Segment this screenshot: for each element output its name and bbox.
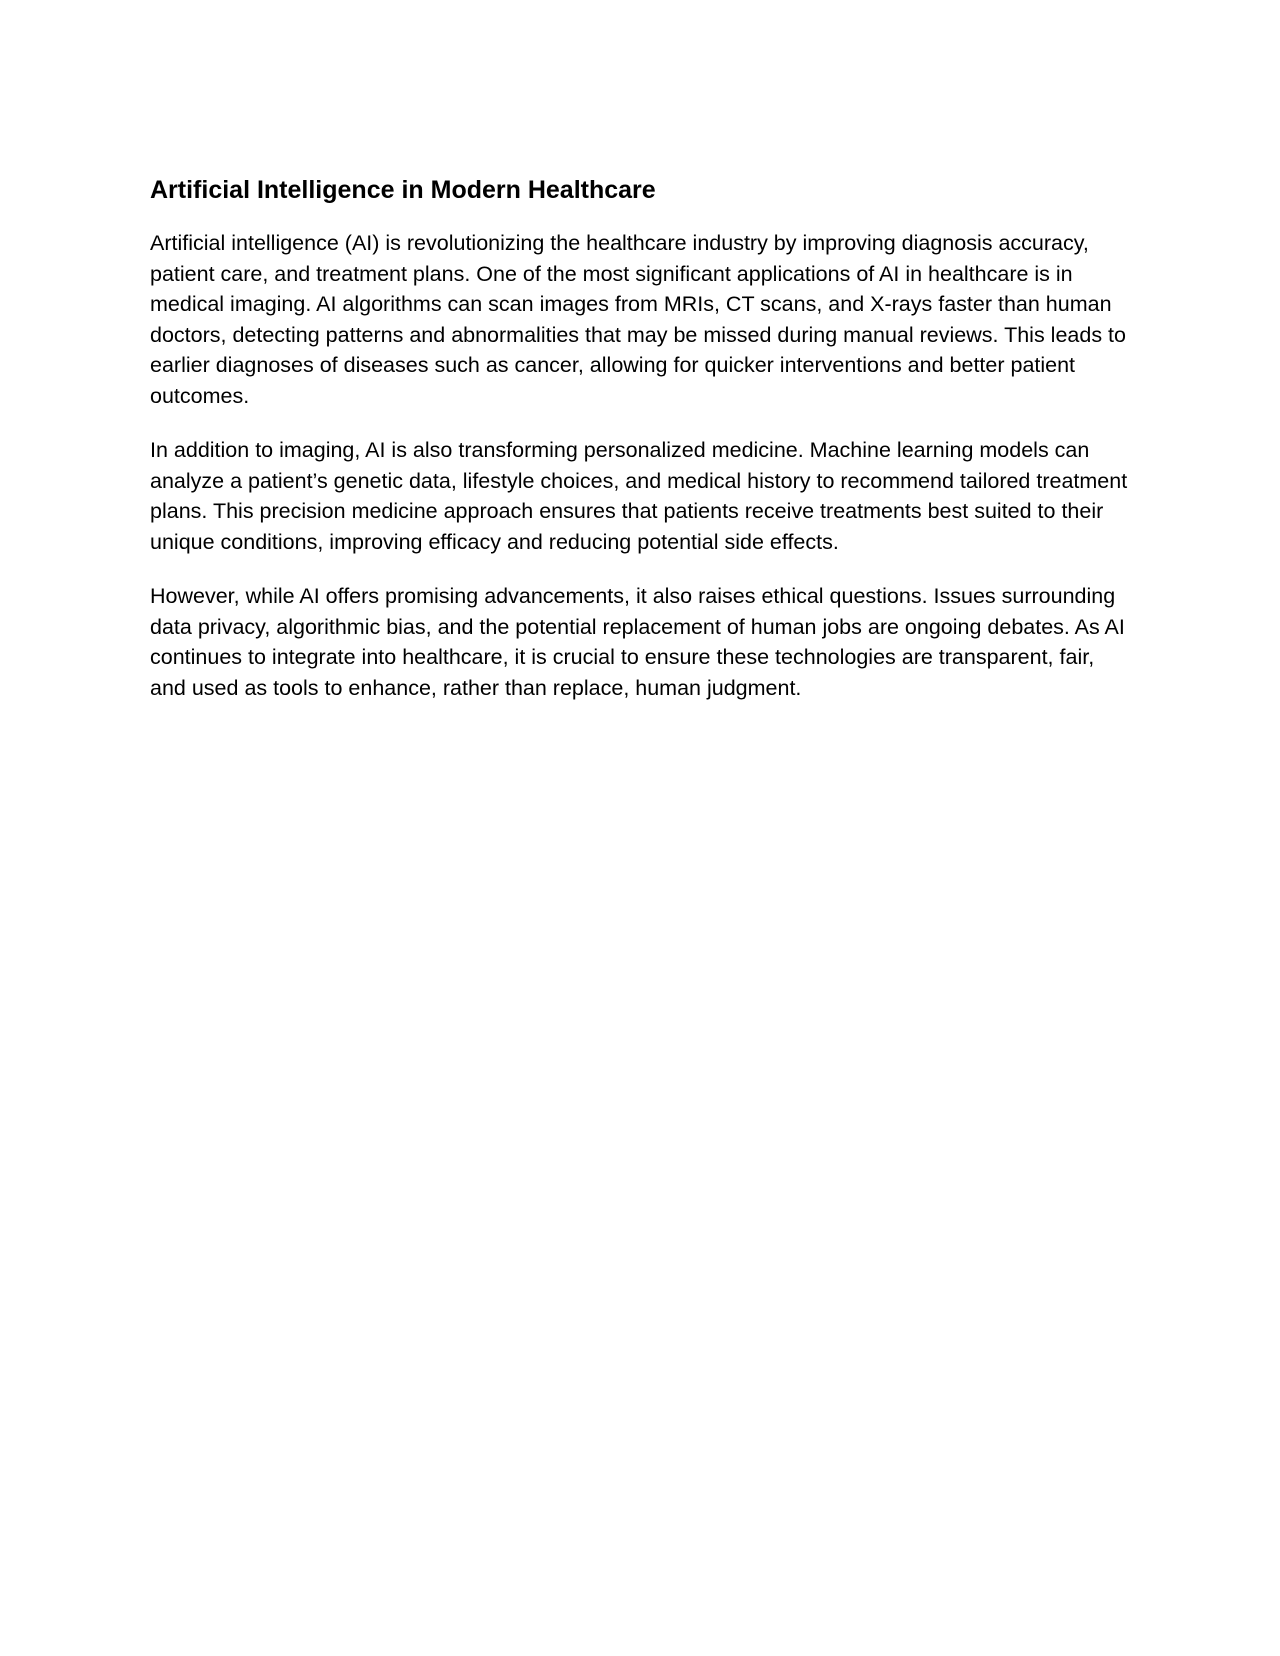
- document-title: Artificial Intelligence in Modern Healthcare: [150, 176, 656, 204]
- paragraph-2: In addition to imaging, AI is also transforming personalized medicine. Machine learning models can analyze a patient’s genetic data, lifestyle choices, and medical history to recommend tailored treatment plans. This precision medicine approach ensures that patients receive treatments best suited to their unique conditions, improving efficacy and reducing potential side effects.: [150, 438, 1128, 554]
- document-body: [150, 174, 1130, 727]
- paragraph-1: Artificial intelligence (AI) is revolutionizing the healthcare industry by improving diagnosis accuracy, patient care, and treatment plans. One of the most significant applications of AI in healthcare is in medical imaging. AI algorithms can scan images from MRIs, CT scans, and X-rays faster than human doctors, detecting patterns and abnormalities that may be missed during manual reviews. This leads to earlier diagnoses of diseases such as cancer, allowing for quicker interventions and better patient outcomes.: [150, 231, 1126, 408]
- paragraph-3: However, while AI offers promising advancements, it also raises ethical questions. Issues surrounding data privacy, algorithmic bias, and the potential replacement of human jobs are ongoing debates. As AI continues to integrate into healthcare, it is crucial to ensure these technologies are transparent, fair, and used as tools to enhance, rather than replace, human judgment.: [150, 584, 1125, 700]
